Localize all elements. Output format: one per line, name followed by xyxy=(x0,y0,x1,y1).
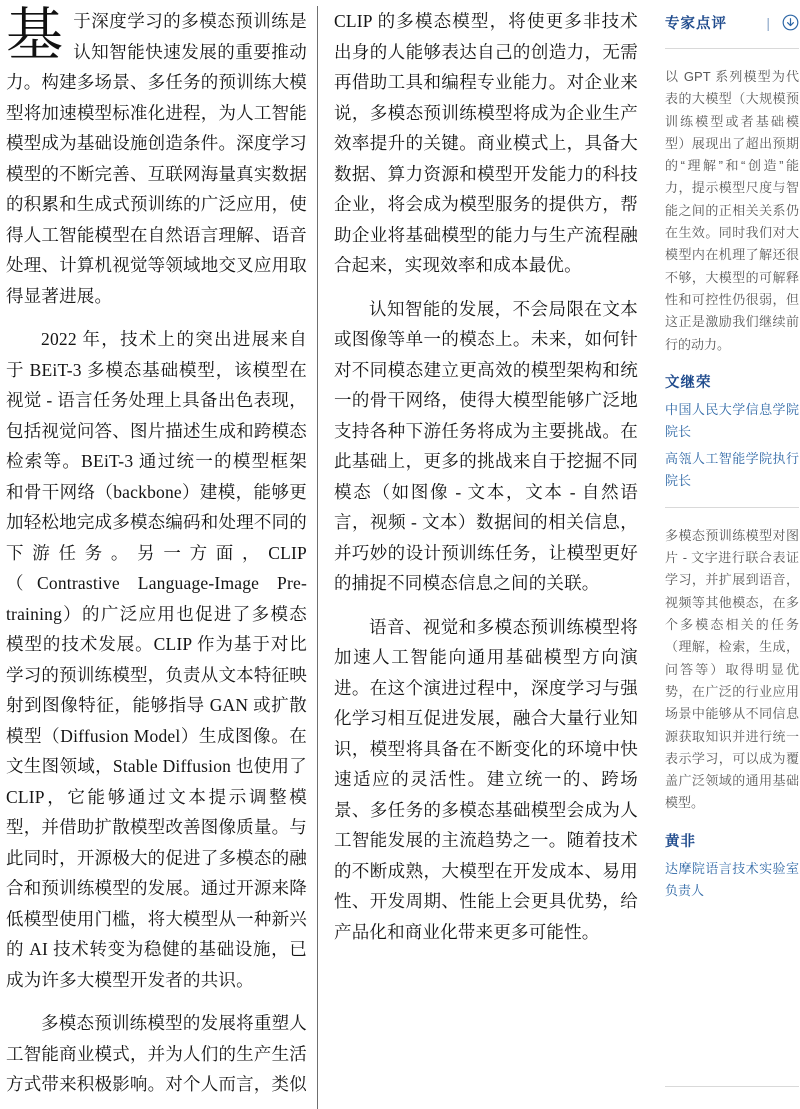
expert-name: 黄非 xyxy=(665,833,696,850)
expert-title: 达摩院语言技术实验室负责人 xyxy=(665,860,799,898)
article-paragraph-4: 认知智能的发展，不会局限在文本或图像等单一的模态上。未来，如何针对不同模态建立更高效的模型架构和统一的骨干网络，使得大模型能够广泛地支持各种下游任务将成为主要挑战。在此基础上，更多的挑战来自于挖掘不同模态（如图像 - 文本，文本 - 自然语言，视频 - 文本）数据间的相关信息，并巧妙的设计预训练任务，让模型更好的捕捉不同模态信息之间的关联。 xyxy=(334,298,638,593)
article-paragraph-5: 语音、视觉和多模态预训练模型将加速人工智能向通用基础模型方向演进。在这个演进过程中，深度学习与强化学习相互促进发展，融合大量行业知识，模型将具备在不断变化的环境中快速适应的灵活性。建立统一的、跨场景、多任务的多模态基础模型会成为人工智能发展的主流趋势之一。随着技术的不断成熟，大模型在开发成本、易用性、开发周期、性能上会更具优势，给产品化和商业化带来更多可能性。 xyxy=(334,616,638,942)
expert-title: 中国人民大学信息学院院长 xyxy=(665,401,799,439)
sidebar-header xyxy=(665,10,799,33)
article-paragraph-3-continued: CLIP 的多模态模型，将使更多非技术出身的人能够表达自己的创造力，无需再借助工具和编程专业能力。对企业来说，多模态预训练模型将成为企业生产效率提升的关键。商业模式上，具备大数据、算力资源和模型开发能力的科技企业，将会成为模型服务的提供方，帮助企业将基础模型的能力与生产流程融合起来，实现效率和成本最优。 xyxy=(334,11,638,275)
column-divider xyxy=(317,6,318,1109)
circled-down-arrow-icon xyxy=(782,14,799,31)
article-paragraph-1-text: 于深度学习的多模态预训练是认知智能快速发展的重要推动力。构建多场景、多任务的预训练大模型将加速模型标准化进程，为人工智能模型成为基础设施创造条件。深度学习模型的不断完善、互联网海量真实数据的积累和生成式预训练的广泛应用，使得人工智能模型在自然语言理解、语音处理、计算机视觉等领域地交叉应用取得显著进展。 xyxy=(6,11,307,306)
sidebar-divider-top xyxy=(665,48,799,49)
sidebar-title: 专家点评 xyxy=(665,16,727,32)
drop-cap: 基 xyxy=(6,4,64,67)
sidebar-divider-middle xyxy=(665,507,799,508)
expert-name: 文继荣 xyxy=(665,374,712,391)
expert-quote: 多模态预训练模型对图片 - 文字进行联合表证学习，并扩展到语音，视频等其他模态，在多个多模态相关的任务（理解，检索，生成，问答等）取得明显优势，在广泛的行业应用场景中能够从不同信息源获取知识并进行统一表示学习，可以成为覆盖广泛领域的通用基础模型。 xyxy=(665,527,799,811)
expert-commentary-sidebar xyxy=(665,6,799,1103)
expert-title: 高瓴人工智能学院执行院长 xyxy=(665,450,799,488)
header-separator: | xyxy=(766,14,770,31)
article-paragraph-3: 多模态预训练模型的发展将重塑人工智能商业模式，并为人们的生产生活方式带来积极影响。对个人而言，类似 xyxy=(6,1013,307,1094)
sidebar-divider-bottom xyxy=(665,1086,799,1087)
article-paragraph-1 xyxy=(6,6,307,311)
article-column-middle xyxy=(334,6,638,1109)
expert-quote: 以 GPT 系列模型为代表的大模型（大规模预训练模型或者基础模型）展现出了超出预期的“理解”和“创造”能力，提示模型尺度与智能之间的正相关关系仍在生效。同时我们对大模型内在机理了解还很不够，大模型的可解释性和可控性仍很弱，但这正是激励我们继续前行的动力。 xyxy=(665,69,799,352)
article-column-left xyxy=(6,6,307,1109)
article-paragraph-2: 2022 年，技术上的突出进展来自于 BEiT-3 多模态基础模型，该模型在视觉 - 语言任务处理上具备出色表现，包括视觉问答、图片描述生成和跨模态检索等。BEiT-3 通过统一的模型框架和骨干网络（backbone）建模，能够更加轻松地完成多模态编码和处理不同的下游任务。另一方面，CLIP（Contrastive Language-Image Pre-training）的广泛应用也促进了多模态模型的技术发展。CLIP 作为基于对比学习的预训练模型，负责从文本特征映射到图像特征，能够指导 GAN 或扩散模型（Diffusion Model）生成图像。在文生图领域，Stable Diffusion 也使用了 CLIP，它能够通过文本提示调整模型，并借助扩散模型改善图像质量。与此同时，开源极大的促进了多模态的融合和预训练模型的发展。通过开源来降低模型使用门槛，将大模型从一种新兴的 AI 技术转变为稳健的基础设施，已成为许多大模型开发者的共识。 xyxy=(6,329,307,990)
